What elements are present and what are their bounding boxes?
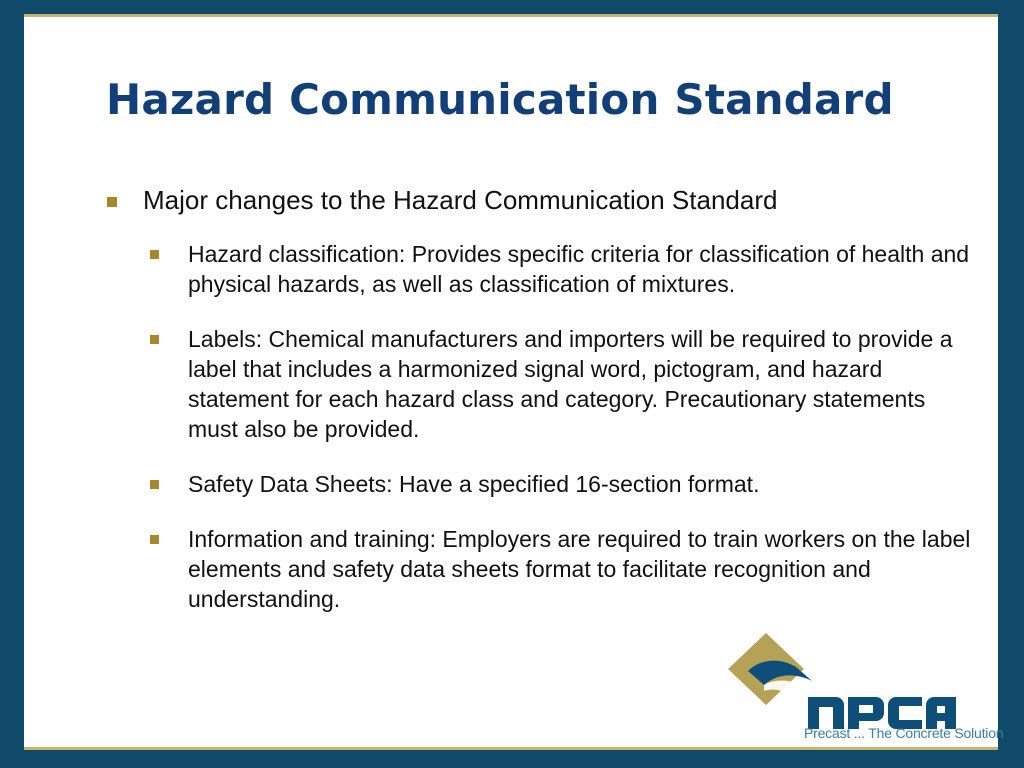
bullet-square-icon [107, 197, 117, 207]
slide-title: Hazard Communication Standard [106, 75, 894, 124]
bullet-list [104, 185, 984, 639]
main-bullet [104, 185, 984, 215]
slide [24, 14, 1004, 750]
bullet-square-icon [150, 480, 159, 489]
logo-tagline: Precast ... The Concrete Solution [804, 725, 1004, 741]
sub-bullet-safety-data-sheets [148, 469, 978, 499]
main-bullet-text: Major changes to the Hazard Communication Standard [143, 185, 778, 215]
npca-wordmark [808, 691, 958, 729]
bullet-square-icon [150, 535, 159, 544]
sub-bullet-text: Labels: Chemical manufacturers and importers will be required to provide a label that includes a harmonized signal word, pictogram, and hazard statement for each hazard class and category. Precautionary statements must also be provided. [188, 326, 953, 442]
npca-logo [726, 629, 1004, 747]
sub-bullet-labels [148, 324, 978, 444]
sub-bullet-text: Hazard classification: Provides specific criteria for classification of health and physical hazards, as well as classification of mixtures. [188, 241, 970, 297]
sub-bullet-information-training [148, 524, 978, 614]
sub-bullet-hazard-classification [148, 239, 978, 299]
sub-bullet-text: Information and training: Employers are required to train workers on the label elements and safety data sheets format to facilitate recognition and understanding. [188, 526, 971, 612]
bullet-square-icon [150, 335, 159, 344]
bullet-square-icon [150, 250, 159, 259]
sub-bullet-text: Safety Data Sheets: Have a specified 16-section format. [188, 471, 760, 497]
